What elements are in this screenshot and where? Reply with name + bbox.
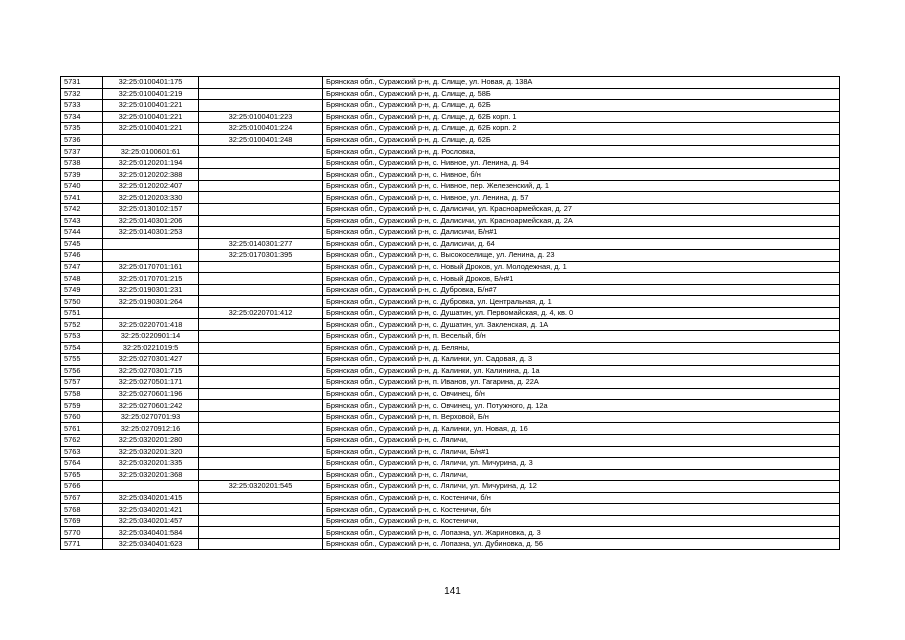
cadastral-number-cell: 32:25:0140301:253 <box>103 227 199 239</box>
row-number-cell: 5748 <box>61 273 103 285</box>
table-row <box>61 458 840 470</box>
address-cell: Брянская обл., Суражский р-н, с. Ляличи, Б/н#1 <box>323 446 840 458</box>
new-cadastral-number-cell <box>199 342 323 354</box>
table-row <box>61 100 840 112</box>
new-cadastral-number-cell <box>199 469 323 481</box>
table-row <box>61 238 840 250</box>
row-number-cell: 5742 <box>61 204 103 216</box>
address-cell: Брянская обл., Суражский р-н, д. Калинки, ул. Новая, д. 16 <box>323 423 840 435</box>
new-cadastral-number-cell: 32:25:0140301:277 <box>199 238 323 250</box>
address-cell: Брянская обл., Суражский р-н, п. Иванов, ул. Гагарина, д. 22А <box>323 377 840 389</box>
new-cadastral-number-cell <box>199 273 323 285</box>
address-cell: Брянская обл., Суражский р-н, с. Лопазна, ул. Дубиновка, д. 56 <box>323 538 840 550</box>
cadastral-number-cell: 32:25:0120202:407 <box>103 180 199 192</box>
row-number-cell: 5763 <box>61 446 103 458</box>
cadastral-registry-table <box>60 76 840 550</box>
table-row <box>61 180 840 192</box>
table-row <box>61 123 840 135</box>
address-cell: Брянская обл., Суражский р-н, д. Слище, д. 62Б корп. 1 <box>323 111 840 123</box>
cadastral-number-cell: 32:25:0270601:196 <box>103 388 199 400</box>
address-cell: Брянская обл., Суражский р-н, д. Слище, ул. Новая, д. 138А <box>323 77 840 89</box>
new-cadastral-number-cell <box>199 296 323 308</box>
cadastral-number-cell: 32:25:0270912:16 <box>103 423 199 435</box>
table-row <box>61 365 840 377</box>
cadastral-number-cell: 32:25:0100401:221 <box>103 123 199 135</box>
table-row <box>61 400 840 412</box>
new-cadastral-number-cell <box>199 515 323 527</box>
cadastral-number-cell: 32:25:0320201:368 <box>103 469 199 481</box>
table-row <box>61 388 840 400</box>
new-cadastral-number-cell <box>199 215 323 227</box>
table-row <box>61 250 840 262</box>
table-row <box>61 377 840 389</box>
table-row <box>61 77 840 89</box>
cadastral-number-cell: 32:25:0170701:215 <box>103 273 199 285</box>
new-cadastral-number-cell <box>199 527 323 539</box>
address-cell: Брянская обл., Суражский р-н, с. Дубровка, ул. Центральная, д. 1 <box>323 296 840 308</box>
table-row <box>61 354 840 366</box>
cadastral-number-cell: 32:25:0220701:418 <box>103 319 199 331</box>
address-cell: Брянская обл., Суражский р-н, с. Душатин, ул. Первомайская, д. 4, кв. 0 <box>323 307 840 319</box>
row-number-cell: 5752 <box>61 319 103 331</box>
new-cadastral-number-cell <box>199 492 323 504</box>
address-cell: Брянская обл., Суражский р-н, с. Ляличи, <box>323 469 840 481</box>
table-row <box>61 342 840 354</box>
row-number-cell: 5769 <box>61 515 103 527</box>
new-cadastral-number-cell <box>199 400 323 412</box>
new-cadastral-number-cell: 32:25:0100401:248 <box>199 134 323 146</box>
cadastral-number-cell: 32:25:0100401:221 <box>103 100 199 112</box>
new-cadastral-number-cell <box>199 354 323 366</box>
new-cadastral-number-cell <box>199 319 323 331</box>
row-number-cell: 5758 <box>61 388 103 400</box>
table-row <box>61 157 840 169</box>
address-cell: Брянская обл., Суражский р-н, д. Слище, д. 62Б <box>323 134 840 146</box>
new-cadastral-number-cell <box>199 204 323 216</box>
row-number-cell: 5736 <box>61 134 103 146</box>
address-cell: Брянская обл., Суражский р-н, д. Слище, д. 58Б <box>323 88 840 100</box>
new-cadastral-number-cell <box>199 331 323 343</box>
new-cadastral-number-cell <box>199 284 323 296</box>
row-number-cell: 5735 <box>61 123 103 135</box>
address-cell: Брянская обл., Суражский р-н, с. Костеничи, б/н <box>323 504 840 516</box>
row-number-cell: 5740 <box>61 180 103 192</box>
cadastral-number-cell: 32:25:0190301:231 <box>103 284 199 296</box>
cadastral-number-cell: 32:25:0340201:421 <box>103 504 199 516</box>
table-row <box>61 331 840 343</box>
address-cell: Брянская обл., Суражский р-н, с. Овчинец, ул. Потужного, д. 12а <box>323 400 840 412</box>
cadastral-number-cell: 32:25:0320201:320 <box>103 446 199 458</box>
address-cell: Брянская обл., Суражский р-н, д. Беляны, <box>323 342 840 354</box>
cadastral-number-cell: 32:25:0100601:61 <box>103 146 199 158</box>
table-row <box>61 538 840 550</box>
row-number-cell: 5761 <box>61 423 103 435</box>
cadastral-number-cell: 32:25:0120203:330 <box>103 192 199 204</box>
table-row <box>61 261 840 273</box>
new-cadastral-number-cell <box>199 88 323 100</box>
new-cadastral-number-cell <box>199 100 323 112</box>
table-row <box>61 492 840 504</box>
cadastral-number-cell: 32:25:0270501:171 <box>103 377 199 389</box>
row-number-cell: 5744 <box>61 227 103 239</box>
new-cadastral-number-cell <box>199 446 323 458</box>
cadastral-number-cell: 32:25:0270301:715 <box>103 365 199 377</box>
new-cadastral-number-cell <box>199 77 323 89</box>
new-cadastral-number-cell <box>199 157 323 169</box>
cadastral-number-cell: 32:25:0270601:242 <box>103 400 199 412</box>
row-number-cell: 5754 <box>61 342 103 354</box>
new-cadastral-number-cell <box>199 388 323 400</box>
table-row <box>61 446 840 458</box>
row-number-cell: 5760 <box>61 411 103 423</box>
address-cell: Брянская обл., Суражский р-н, с. Нивное, пер. Железенский, д. 1 <box>323 180 840 192</box>
cadastral-number-cell: 32:25:0190301:264 <box>103 296 199 308</box>
address-cell: Брянская обл., Суражский р-н, с. Нивное, ул. Ленина, д. 94 <box>323 157 840 169</box>
table-row <box>61 88 840 100</box>
new-cadastral-number-cell <box>199 180 323 192</box>
table-row <box>61 307 840 319</box>
cadastral-number-cell: 32:25:0140301:206 <box>103 215 199 227</box>
cadastral-number-cell: 32:25:0320201:335 <box>103 458 199 470</box>
new-cadastral-number-cell: 32:25:0220701:412 <box>199 307 323 319</box>
address-cell: Брянская обл., Суражский р-н, д. Рословка, <box>323 146 840 158</box>
new-cadastral-number-cell <box>199 434 323 446</box>
cadastral-number-cell: 32:25:0221019:5 <box>103 342 199 354</box>
cadastral-number-cell: 32:25:0170701:161 <box>103 261 199 273</box>
cadastral-number-cell <box>103 481 199 493</box>
row-number-cell: 5750 <box>61 296 103 308</box>
table-row <box>61 411 840 423</box>
address-cell: Брянская обл., Суражский р-н, с. Овчинец, б/н <box>323 388 840 400</box>
row-number-cell: 5766 <box>61 481 103 493</box>
table-row <box>61 134 840 146</box>
table-row <box>61 284 840 296</box>
table-row <box>61 296 840 308</box>
table-row <box>61 169 840 181</box>
table-row <box>61 469 840 481</box>
cadastral-number-cell: 32:25:0130102:157 <box>103 204 199 216</box>
table-row <box>61 515 840 527</box>
row-number-cell: 5746 <box>61 250 103 262</box>
row-number-cell: 5767 <box>61 492 103 504</box>
new-cadastral-number-cell: 32:25:0320201:545 <box>199 481 323 493</box>
table-row <box>61 146 840 158</box>
cadastral-number-cell: 32:25:0100401:221 <box>103 111 199 123</box>
row-number-cell: 5753 <box>61 331 103 343</box>
new-cadastral-number-cell <box>199 227 323 239</box>
row-number-cell: 5743 <box>61 215 103 227</box>
new-cadastral-number-cell <box>199 377 323 389</box>
new-cadastral-number-cell <box>199 458 323 470</box>
address-cell: Брянская обл., Суражский р-н, с. Ляличи, ул. Мичурина, д. 3 <box>323 458 840 470</box>
row-number-cell: 5733 <box>61 100 103 112</box>
row-number-cell: 5751 <box>61 307 103 319</box>
row-number-cell: 5741 <box>61 192 103 204</box>
table-row <box>61 273 840 285</box>
address-cell: Брянская обл., Суражский р-н, с. Новый Дроков, Б/н#1 <box>323 273 840 285</box>
address-cell: Брянская обл., Суражский р-н, с. Далисичи, ул. Красноармейская, д. 27 <box>323 204 840 216</box>
row-number-cell: 5731 <box>61 77 103 89</box>
row-number-cell: 5755 <box>61 354 103 366</box>
cadastral-number-cell <box>103 250 199 262</box>
new-cadastral-number-cell <box>199 423 323 435</box>
table-row <box>61 423 840 435</box>
cadastral-number-cell: 32:25:0100401:175 <box>103 77 199 89</box>
new-cadastral-number-cell: 32:25:0100401:223 <box>199 111 323 123</box>
address-cell: Брянская обл., Суражский р-н, д. Калинки, ул. Садовая, д. 3 <box>323 354 840 366</box>
table-row <box>61 204 840 216</box>
cadastral-number-cell: 32:25:0120202:388 <box>103 169 199 181</box>
cadastral-number-cell: 32:25:0340201:415 <box>103 492 199 504</box>
row-number-cell: 5738 <box>61 157 103 169</box>
table-row <box>61 215 840 227</box>
address-cell: Брянская обл., Суражский р-н, с. Далисичи, д. 64 <box>323 238 840 250</box>
address-cell: Брянская обл., Суражский р-н, с. Костеничи, б/н <box>323 492 840 504</box>
row-number-cell: 5734 <box>61 111 103 123</box>
new-cadastral-number-cell: 32:25:0100401:224 <box>199 123 323 135</box>
address-cell: Брянская обл., Суражский р-н, с. Ляличи, ул. Мичурина, д. 12 <box>323 481 840 493</box>
new-cadastral-number-cell <box>199 538 323 550</box>
row-number-cell: 5770 <box>61 527 103 539</box>
table-row <box>61 111 840 123</box>
table-row <box>61 481 840 493</box>
address-cell: Брянская обл., Суражский р-н, д. Калинки, ул. Калинина, д. 1а <box>323 365 840 377</box>
cadastral-number-cell: 32:25:0120201:194 <box>103 157 199 169</box>
table-row <box>61 527 840 539</box>
address-cell: Брянская обл., Суражский р-н, с. Дубровка, Б/н#7 <box>323 284 840 296</box>
row-number-cell: 5762 <box>61 434 103 446</box>
address-cell: Брянская обл., Суражский р-н, с. Новый Дроков, ул. Молодежная, д. 1 <box>323 261 840 273</box>
address-cell: Брянская обл., Суражский р-н, п. Верховой, Б/н <box>323 411 840 423</box>
cadastral-number-cell: 32:25:0220901:14 <box>103 331 199 343</box>
row-number-cell: 5759 <box>61 400 103 412</box>
cadastral-number-cell: 32:25:0340201:457 <box>103 515 199 527</box>
table-row <box>61 192 840 204</box>
cadastral-number-cell <box>103 134 199 146</box>
row-number-cell: 5757 <box>61 377 103 389</box>
row-number-cell: 5745 <box>61 238 103 250</box>
new-cadastral-number-cell <box>199 192 323 204</box>
new-cadastral-number-cell <box>199 365 323 377</box>
new-cadastral-number-cell <box>199 261 323 273</box>
row-number-cell: 5771 <box>61 538 103 550</box>
table-row <box>61 504 840 516</box>
row-number-cell: 5764 <box>61 458 103 470</box>
new-cadastral-number-cell <box>199 504 323 516</box>
address-cell: Брянская обл., Суражский р-н, с. Костеничи, <box>323 515 840 527</box>
address-cell: Брянская обл., Суражский р-н, п. Веселый, б/н <box>323 331 840 343</box>
row-number-cell: 5749 <box>61 284 103 296</box>
address-cell: Брянская обл., Суражский р-н, с. Душатин, ул. Закленская, д. 1А <box>323 319 840 331</box>
cadastral-number-cell: 32:25:0270301:427 <box>103 354 199 366</box>
cadastral-number-cell: 32:25:0340401:623 <box>103 538 199 550</box>
address-cell: Брянская обл., Суражский р-н, с. Нивное, б/н <box>323 169 840 181</box>
row-number-cell: 5765 <box>61 469 103 481</box>
row-number-cell: 5747 <box>61 261 103 273</box>
address-cell: Брянская обл., Суражский р-н, с. Далисичи, ул. Красноармейская, д. 2А <box>323 215 840 227</box>
row-number-cell: 5732 <box>61 88 103 100</box>
address-cell: Брянская обл., Суражский р-н, с. Далисичи, Б/н#1 <box>323 227 840 239</box>
cadastral-number-cell: 32:25:0270701:93 <box>103 411 199 423</box>
table-body <box>61 77 840 550</box>
address-cell: Брянская обл., Суражский р-н, с. Высокоселище, ул. Ленина, д. 23 <box>323 250 840 262</box>
cadastral-number-cell <box>103 307 199 319</box>
address-cell: Брянская обл., Суражский р-н, с. Лопазна, ул. Жариновка, д. 3 <box>323 527 840 539</box>
table-row <box>61 434 840 446</box>
address-cell: Брянская обл., Суражский р-н, с. Нивное, ул. Ленина, д. 57 <box>323 192 840 204</box>
new-cadastral-number-cell <box>199 146 323 158</box>
new-cadastral-number-cell: 32:25:0170301:395 <box>199 250 323 262</box>
cadastral-number-cell: 32:25:0340401:584 <box>103 527 199 539</box>
cadastral-number-cell: 32:25:0320201:280 <box>103 434 199 446</box>
table-row <box>61 319 840 331</box>
page-number: 141 <box>444 586 461 597</box>
new-cadastral-number-cell <box>199 169 323 181</box>
row-number-cell: 5737 <box>61 146 103 158</box>
address-cell: Брянская обл., Суражский р-н, д. Слище, д. 62Б <box>323 100 840 112</box>
row-number-cell: 5756 <box>61 365 103 377</box>
row-number-cell: 5768 <box>61 504 103 516</box>
new-cadastral-number-cell <box>199 411 323 423</box>
address-cell: Брянская обл., Суражский р-н, д. Слище, д. 62Б корп. 2 <box>323 123 840 135</box>
cadastral-number-cell: 32:25:0100401:219 <box>103 88 199 100</box>
cadastral-number-cell <box>103 238 199 250</box>
address-cell: Брянская обл., Суражский р-н, с. Ляличи, <box>323 434 840 446</box>
row-number-cell: 5739 <box>61 169 103 181</box>
table-row <box>61 227 840 239</box>
